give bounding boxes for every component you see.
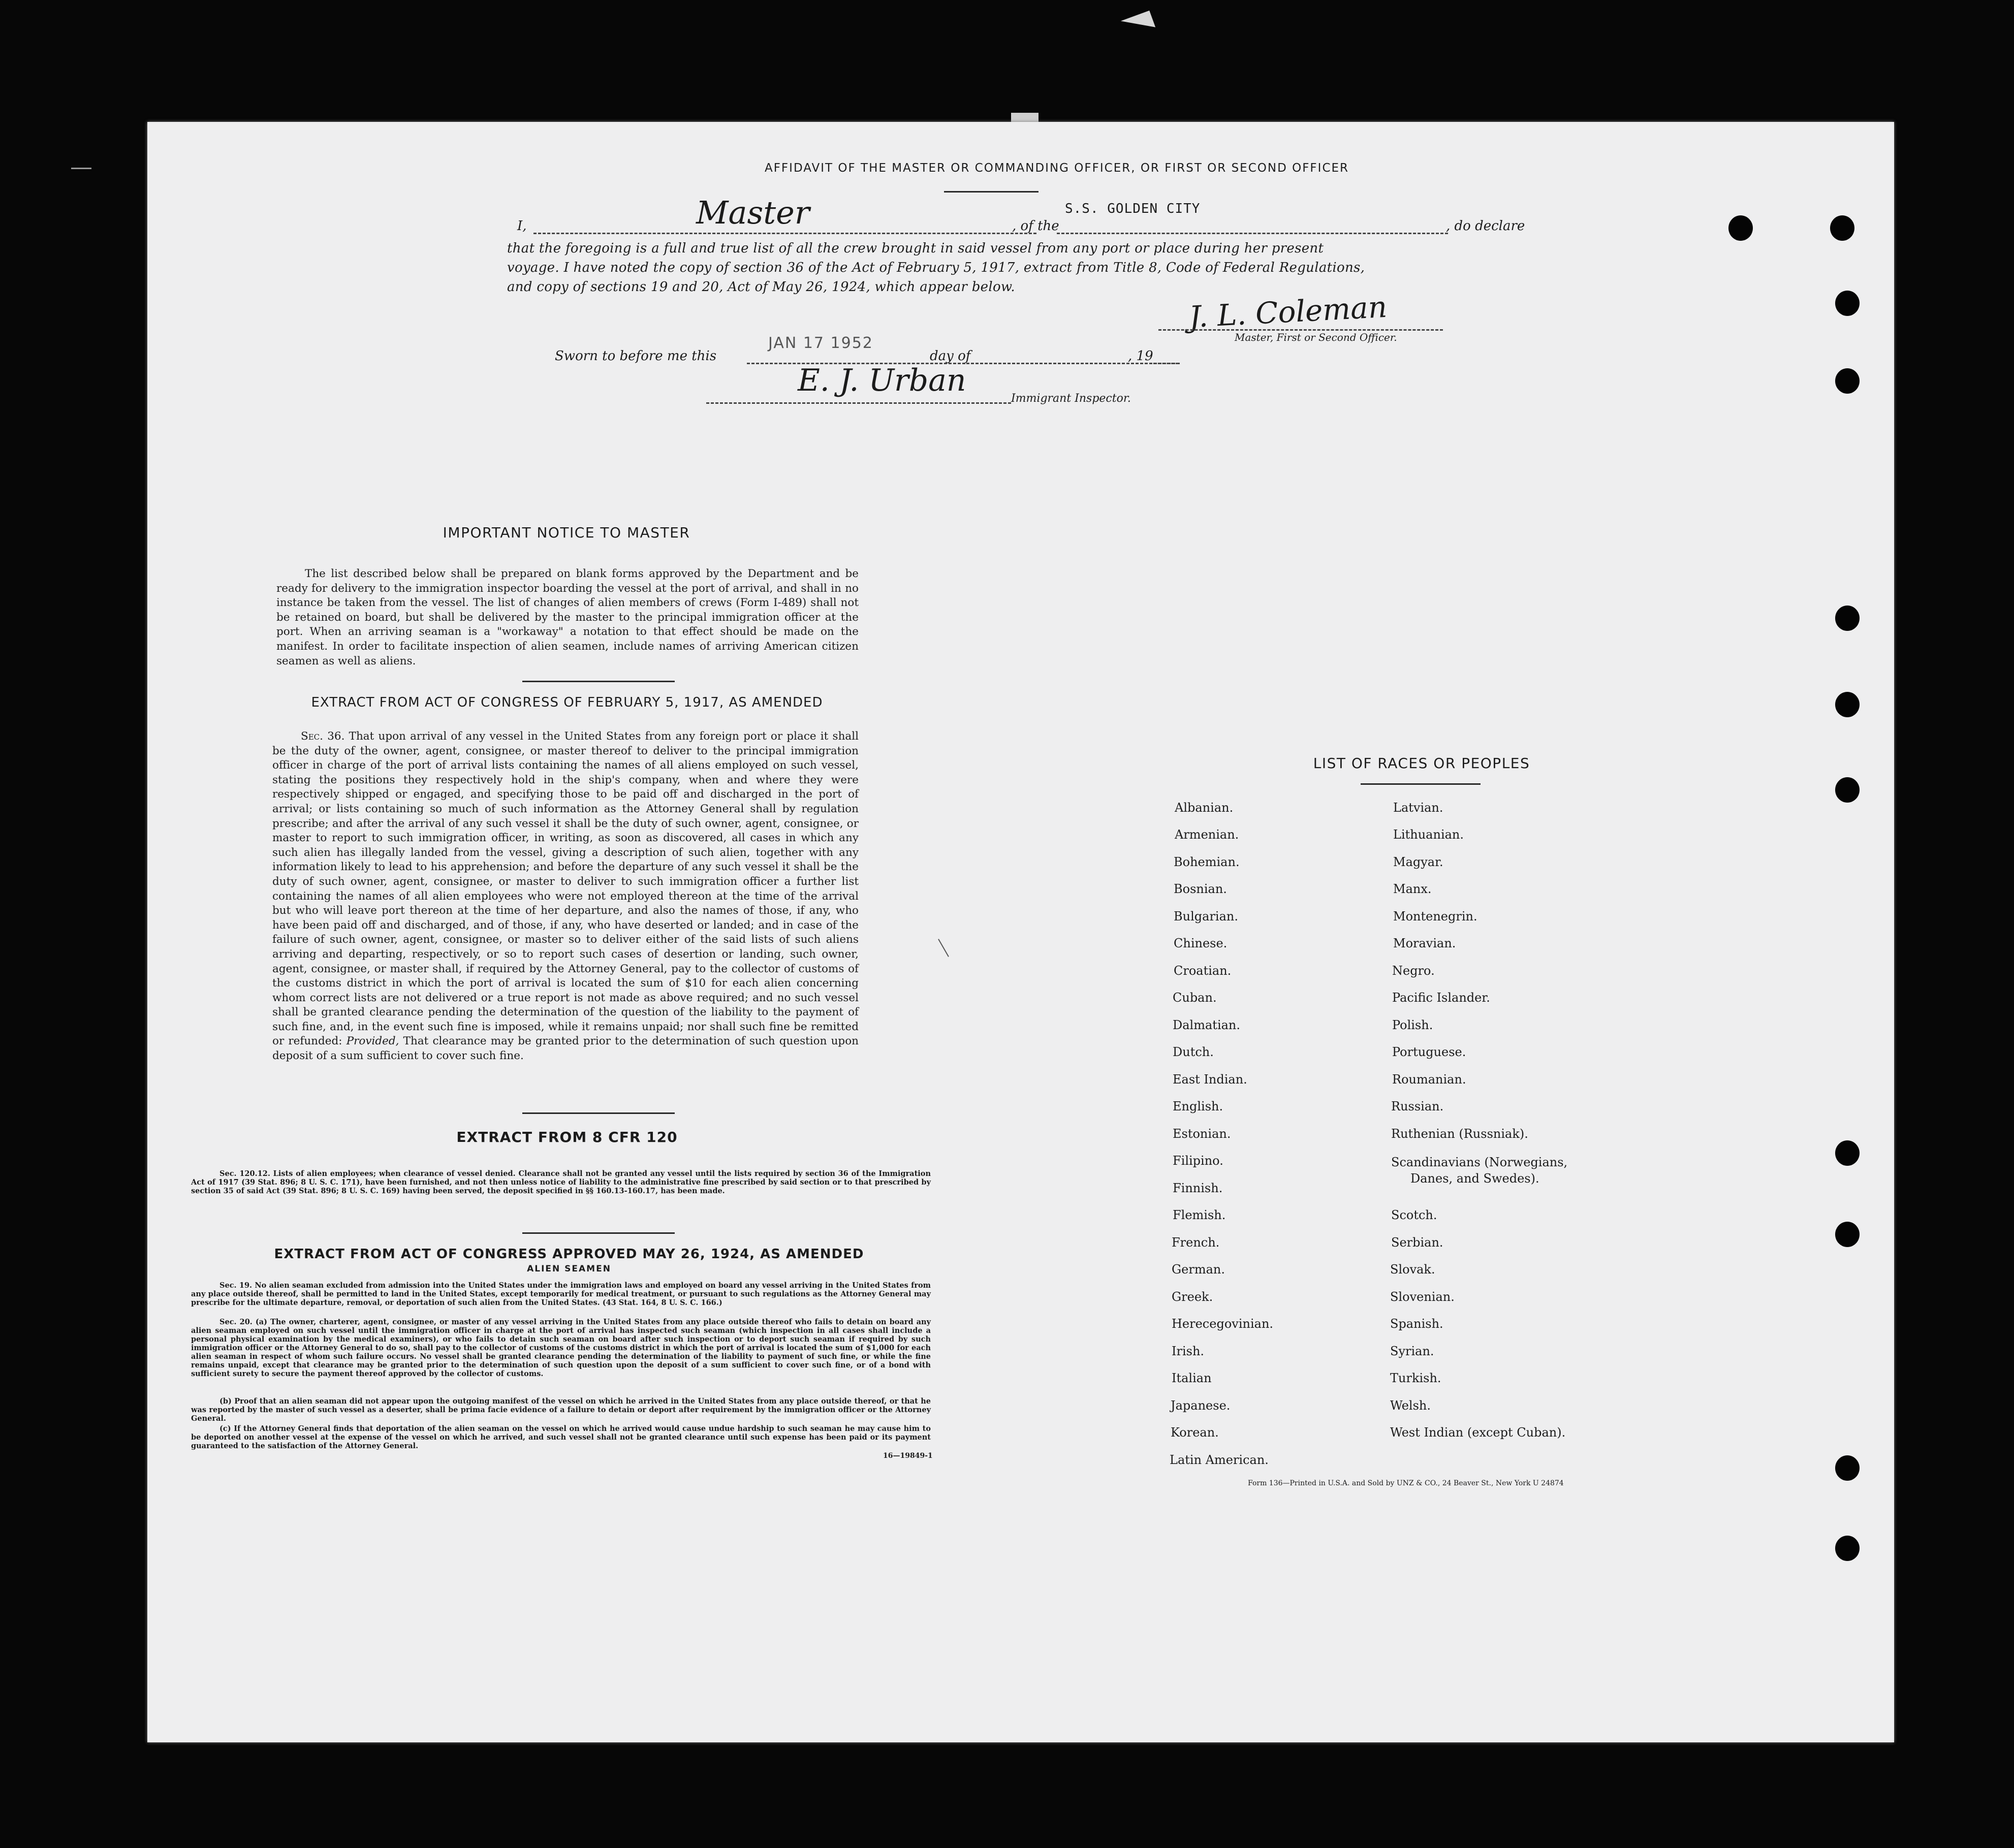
punch-hole — [1830, 215, 1854, 241]
race-item: Serbian. — [1391, 1235, 1443, 1250]
punch-hole — [1835, 368, 1860, 394]
scan-mark — [71, 168, 91, 169]
section-divider — [522, 1232, 675, 1234]
race-item: Bosnian. — [1174, 882, 1227, 896]
affidavit-title: AFFIDAVIT OF THE MASTER OR COMMANDING OFFICER, OR FIRST OR SECOND OFFICER — [764, 162, 1349, 175]
race-item: Moravian. — [1393, 936, 1456, 950]
of-the-label: , of the — [1012, 218, 1059, 234]
race-item: East Indian. — [1173, 1072, 1247, 1087]
race-item: Roumanian. — [1392, 1072, 1466, 1087]
sec-20b-paragraph: (b) Proof that an alien seaman did not appear upon the outgoing manifest of the vessel on which he arrived in the United States from any place outside thereof, or that he was reported by the master of such vessel as a deserter, shall be prima facie evidence of a failure to detain or deport after requirement by the immigration officer or the Attorney General. — [191, 1397, 931, 1423]
race-item: Japanese. — [1171, 1398, 1231, 1413]
race-item: Greek. — [1172, 1290, 1213, 1304]
do-declare-label: , do declare — [1446, 218, 1525, 234]
extract-cfr-title: EXTRACT FROM 8 CFR 120 — [456, 1129, 678, 1145]
punch-hole — [1835, 1536, 1860, 1561]
affidavit-line-i: I, — [517, 218, 527, 234]
form-print-line: Form 136—Printed in U.S.A. and Sold by UNZ & CO., 24 Beaver St., New York U 24874 — [1248, 1479, 1564, 1487]
race-item: Slovak. — [1390, 1262, 1435, 1277]
punch-hole — [1835, 606, 1860, 631]
race-item: Korean. — [1171, 1425, 1219, 1440]
signer-name: Master — [696, 194, 810, 231]
sworn-label: Sworn to before me this — [555, 348, 717, 364]
race-item: Welsh. — [1390, 1398, 1431, 1413]
race-item: Latin American. — [1170, 1453, 1269, 1467]
punch-hole — [1835, 1455, 1860, 1481]
race-item: Armenian. — [1175, 827, 1239, 842]
race-item: Finnish. — [1173, 1181, 1223, 1195]
race-item: Danes, and Swedes). — [1410, 1171, 1539, 1186]
race-item: Dalmatian. — [1173, 1018, 1241, 1032]
punch-hole — [1835, 1222, 1860, 1247]
race-item: Scotch. — [1391, 1208, 1437, 1222]
provided-word: Provided, — [346, 1035, 399, 1048]
declaration-line-3: and copy of sections 19 and 20, Act of May 26, 1924, which appear below. — [507, 279, 1015, 295]
form-code: 16—19849-1 — [883, 1452, 933, 1460]
vessel-name: S.S. GOLDEN CITY — [1065, 201, 1201, 216]
year-label: , 19 — [1128, 348, 1153, 364]
race-item: English. — [1173, 1099, 1223, 1113]
race-item: Negro. — [1392, 964, 1435, 978]
year-blank — [1153, 363, 1179, 364]
declaration-line-2: voyage. I have noted the copy of section 36 of the Act of February 5, 1917, extract from Title 8, Code of Federal Regulations, — [507, 260, 1365, 275]
punch-hole — [1835, 777, 1860, 803]
sec-19-paragraph: Sec. 19. No alien seaman excluded from admission into the United States under the immigration laws and employed on board any vessel arriving in the United States from any place outside thereof, shall be permitted to land in the United States, except temporarily for medical treatment, or pursuant to such regulations as the Attorney General may prescribe for the ultimate departure, removal, or deportation of such alien from the United States. (43 Stat. 164, 8 U. S. C. 166.) — [191, 1281, 931, 1307]
date-stamp: JAN 17 1952 — [768, 334, 873, 352]
extract-cfr-paragraph: Sec. 120.12. Lists of alien employees; when clearance of vessel denied. Clearance shall not be granted any vessel until the lists required by section 36 of the Immigration Act of 1917 (39 Stat. 896; 8 U. S. C. 171), have been furnished, and not then unless notice of liability to the administrative fine prescribed by said section or to that prescribed by section 35 of said Act (39 Stat. 896; 8 U. S. C. 169) having been served, the deposit specified in §§ 160.13-160.17, has been made. — [191, 1169, 931, 1195]
race-item: Pacific Islander. — [1392, 991, 1490, 1005]
inspector-caption: Immigrant Inspector. — [1011, 392, 1131, 405]
race-item: Portuguese. — [1392, 1045, 1466, 1059]
declaration-line-1: that the foregoing is a full and true list of all the crew brought in said vessel from any port or place during her present — [507, 241, 1324, 256]
race-item: Herecegovinian. — [1172, 1317, 1274, 1331]
race-item: Spanish. — [1390, 1317, 1443, 1331]
race-item: Filipino. — [1173, 1154, 1223, 1168]
race-item: Slovenian. — [1390, 1290, 1455, 1304]
race-item: Manx. — [1393, 882, 1432, 896]
race-item: Albanian. — [1175, 801, 1234, 815]
extract-1917-title: EXTRACT FROM ACT OF CONGRESS OF FEBRUARY 5, 1917, AS AMENDED — [311, 695, 823, 710]
race-item: Flemish. — [1173, 1208, 1226, 1222]
race-item: Russian. — [1391, 1099, 1444, 1113]
signer-name-blank — [533, 233, 1036, 234]
extract-1924-subtitle: ALIEN SEAMEN — [527, 1264, 611, 1274]
punch-hole — [1728, 215, 1753, 241]
race-item: Lithuanian. — [1393, 827, 1464, 842]
master-signature: J. L. Coleman — [1188, 289, 1388, 335]
race-item: Latvian. — [1393, 801, 1443, 815]
race-item: Bohemian. — [1174, 855, 1240, 869]
race-item: West Indian (except Cuban). — [1390, 1425, 1566, 1440]
race-item: Scandinavians (Norwegians, — [1391, 1155, 1568, 1169]
race-item: Syrian. — [1390, 1344, 1434, 1358]
race-item: French. — [1172, 1235, 1220, 1250]
vessel-name-blank — [1057, 233, 1448, 234]
race-item: Polish. — [1392, 1018, 1433, 1032]
race-item: Estonian. — [1173, 1127, 1231, 1141]
extract-1917-paragraph — [272, 729, 859, 1064]
sec-20c-paragraph: (c) If the Attorney General finds that deportation of the alien seaman on the vessel on which he arrived would cause undue hardship to such seaman he may cause him to be deported on another vessel at the expense of the vessel on which he arrived, and such vessel shall not be granted clearance until such expense has been paid or its payment guaranteed to the satisfaction of the Attorney General. — [191, 1424, 931, 1450]
title-underline — [944, 191, 1039, 193]
scan-tab-mark — [1011, 113, 1039, 123]
sec-20a-paragraph: Sec. 20. (a) The owner, charterer, agent, consignee, or master of any vessel arriving in the United States from any place outside thereof who fails to detain on board any alien seaman employed on such vessel until the immigration officer in charge at the port of arrival has inspected such seaman (which inspection in all cases shall include a personal physical examination by the medical examiners), or who fails to detain such seaman on board after such inspection or to deport such seaman if required by such immigration officer or the Attorney General to do so, shall pay to the collector of customs of the customs district in which the port of arrival is located the sum of $1,000 for each alien seaman in respect of whom such failure occurs. No vessel shall be granted clearance pending the determination of the liability to payment of such fine, or while the fine remains unpaid, except that clearance may be granted prior to the determination of such question upon the deposit of a sum sufficient to cover such fine, or of a bond with sufficient surety to secure the payment thereof approved by the collector of customs. — [191, 1318, 931, 1378]
race-item: Montenegrin. — [1393, 909, 1477, 923]
sec-36-text: That upon arrival of any vessel in the United States from any foreign port or place it shall be the duty of the owner, agent, consignee, or master thereof to deliver to the principal immigration officer in charge of the port of arrival lists containing the names of all aliens employed on such vessel, stating the positions they respectively hold in the ship's company, when and where they were respectively shipped or engaged, and specifying those to be paid off and discharged in the port of arrival; or lists containing so much of such information as the Attorney General shall by regulation prescribe; and after the arrival of any such vessel it shall be the duty of such owner, agent, consignee, or master to report to such immigration officer, in writing, as soon as discovered, all cases in which any such alien has illegally landed from the vessel, giving a description of such alien, together with any information likely to lead to his apprehension; and before the departure of any such vessel it shall be the duty of such owner, agent, consignee, or master to deliver to such immigration officer a further list containing the names of all alien employees who were not employed thereon at the time of the arrival but who will leave port thereon at the time of her departure, and also the names of those, if any, who have been paid off and discharged, and of those, if any, who have deserted or landed; and in case of the failure of such owner, agent, consignee, or master so to deliver either of the said lists of such aliens arriving and departing, respectively, or so to report such cases of desertion or landing, such owner, agent, consignee, or master shall, if required by the Attorney General, pay to the collector of customs of the customs district in which the port of arrival is located the sum of $10 for each alien concerning whom correct lists are not delivered or a true report is not made as above required; and no such vessel shall be granted clearance pending the determination of the question of the liability to the payment of such fine, and, in the event such fine is imposed, while it remains unpaid; nor shall such fine be remitted or refunded: — [272, 730, 859, 1048]
race-item: Magyar. — [1393, 855, 1443, 869]
extract-1924-title: EXTRACT FROM ACT OF CONGRESS APPROVED MAY 26, 1924, AS AMENDED — [274, 1247, 864, 1262]
scan-mark — [938, 939, 949, 957]
races-title: LIST OF RACES OR PEOPLES — [1313, 755, 1530, 772]
section-divider — [522, 681, 675, 682]
race-item: Bulgarian. — [1174, 909, 1238, 923]
punch-hole — [1835, 291, 1860, 316]
master-signature-line — [1158, 329, 1443, 331]
race-item: Irish. — [1172, 1344, 1205, 1358]
section-divider — [522, 1112, 675, 1114]
race-item: German. — [1172, 1262, 1225, 1277]
punch-hole — [1835, 692, 1860, 717]
notice-paragraph: The list described below shall be prepared on blank forms approved by the Department and be ready for delivery to the immigration inspector boarding the vessel at the port of arrival, and shall in no instance be taken from the vessel. The list of changes of alien members of crews (Form I-489) shall not be retained on board, but shall be delivered by the master to the principal immigration officer at the port. When an arriving seaman is a "workaway" a notation to that effect should be made on the manifest. In order to facilitate inspection of alien seamen, include names of arriving American citizen seamen as well as aliens. — [276, 567, 859, 667]
notice-title: IMPORTANT NOTICE TO MASTER — [443, 524, 690, 541]
race-item: Turkish. — [1390, 1371, 1441, 1385]
races-title-underline — [1361, 783, 1481, 785]
master-caption: Master, First or Second Officer. — [1235, 331, 1397, 343]
punch-hole — [1835, 1140, 1860, 1166]
race-item: Dutch. — [1173, 1045, 1214, 1059]
scan-corner-mark — [1121, 11, 1155, 38]
sec-36-label: Sec. 36. — [301, 730, 345, 743]
race-item: Ruthenian (Russniak). — [1391, 1127, 1528, 1141]
document-page — [147, 122, 1894, 1742]
inspector-signature: E. J. Urban — [798, 363, 966, 398]
inspector-signature-line — [706, 402, 1011, 404]
race-item: Italian — [1172, 1371, 1212, 1385]
sec-36-proviso: That clearance may be granted prior to the determination of such question upon deposit of a sum sufficient to cover such fine. — [272, 1035, 859, 1063]
race-item: Croatian. — [1174, 964, 1232, 978]
race-item: Chinese. — [1174, 936, 1228, 950]
race-item: Cuban. — [1173, 991, 1217, 1005]
day-of-label: day of — [930, 348, 971, 364]
